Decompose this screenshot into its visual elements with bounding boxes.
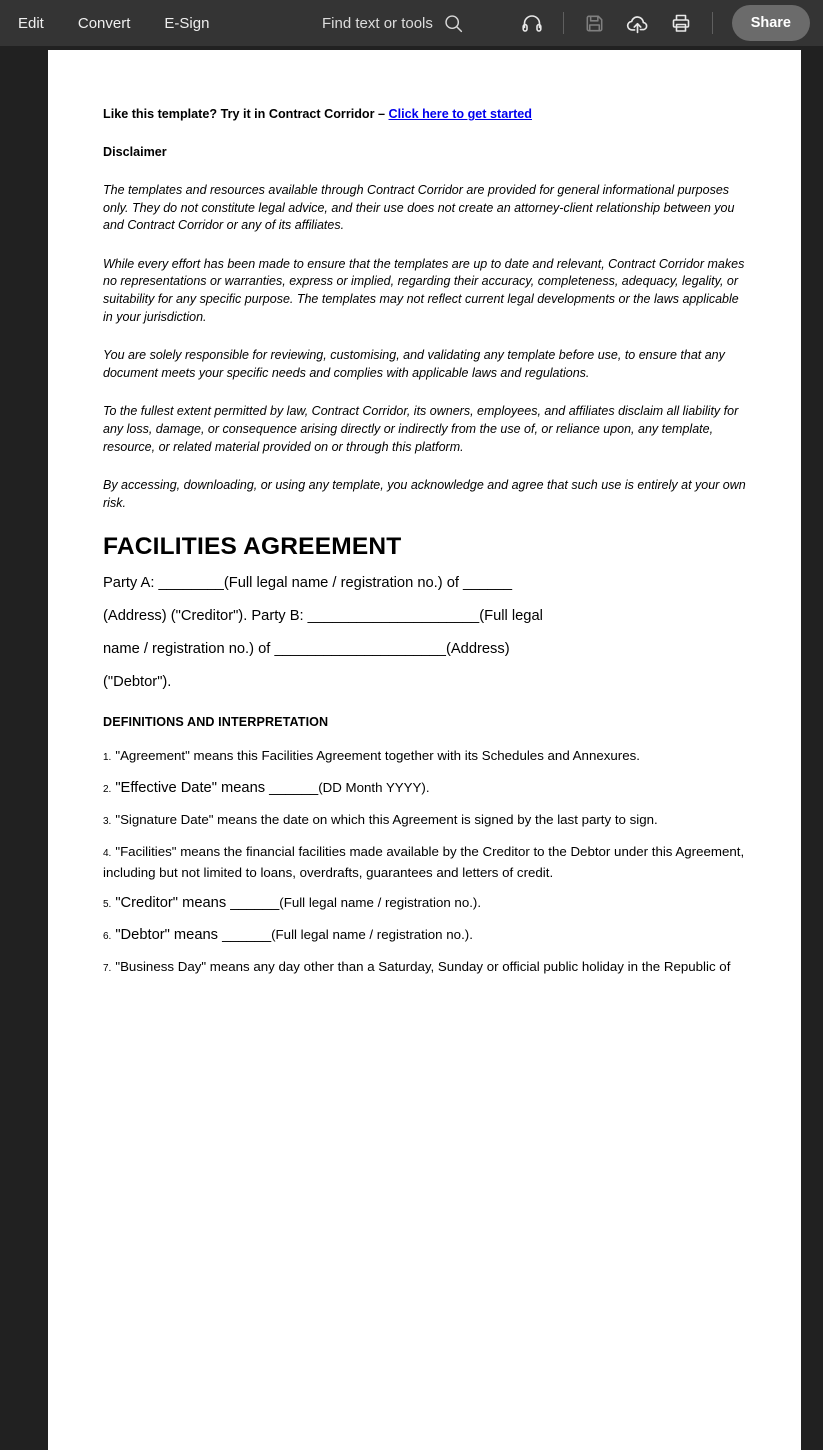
definition-number: 6. bbox=[103, 931, 115, 942]
definition-text: "Effective Date" means ______ bbox=[115, 780, 318, 796]
disclaimer-paragraph: While every effort has been made to ensure that the templates are up to date and relevant, Contract Corridor makes no representations or warranties, express or implied, regarding their accuracy, completeness, adequacy, legality, or suitability for any specific purpose. The templates may not reflect current legal developments or the laws applicable in your jurisdiction. bbox=[103, 256, 751, 326]
disclaimer-paragraph: To the fullest extent permitted by law, Contract Corridor, its owners, employees, and affiliates disclaim all liability for any loss, damage, or consequence arising directly or indirectly from the use of, or reliance upon, any template, resource, or related material provided on or through this platform. bbox=[103, 403, 751, 456]
definition-item bbox=[103, 778, 751, 799]
definition-item bbox=[103, 842, 751, 882]
party-block bbox=[103, 575, 751, 691]
pdf-page bbox=[48, 50, 801, 1450]
share-button[interactable]: Share bbox=[732, 5, 810, 41]
definition-text: "Signature Date" means the date on which this Agreement is signed by the last party to sign. bbox=[115, 812, 657, 827]
toolbar-menu-item[interactable]: Convert bbox=[78, 15, 131, 32]
print-icon[interactable] bbox=[669, 11, 693, 35]
disclaimer-paragraph: The templates and resources available through Contract Corridor are provided for general informational purposes only. They do not constitute legal advice, and their use does not create an attorney-client relationship between you and Contract Corridor or any of its affiliates. bbox=[103, 182, 751, 235]
save-icon[interactable] bbox=[583, 12, 606, 35]
toolbar-menu-item[interactable]: Edit bbox=[18, 15, 44, 32]
definitions-list bbox=[103, 746, 751, 978]
disclaimer-heading: Disclaimer bbox=[103, 145, 751, 160]
definition-item bbox=[103, 925, 751, 946]
definition-text: (Full legal name / registration no.). bbox=[279, 895, 481, 910]
toolbar-divider bbox=[563, 12, 564, 34]
definition-text: (DD Month YYYY). bbox=[318, 780, 429, 795]
template-promo-text: Like this template? Try it in Contract Corridor – bbox=[103, 107, 389, 121]
search-icon bbox=[443, 13, 464, 34]
party-line: Party A: ________(Full legal name / registration no.) of ______ bbox=[103, 575, 751, 592]
cloud-upload-icon[interactable] bbox=[625, 11, 650, 36]
document-title: FACILITIES AGREEMENT bbox=[103, 533, 751, 561]
disclaimer-paragraphs bbox=[103, 182, 751, 512]
toolbar-menu bbox=[0, 15, 209, 32]
definition-item bbox=[103, 957, 751, 978]
definition-number: 7. bbox=[103, 963, 115, 974]
toolbar-actions bbox=[520, 0, 810, 46]
toolbar-menu-item[interactable]: E-Sign bbox=[164, 15, 209, 32]
read-aloud-icon[interactable] bbox=[520, 11, 544, 35]
definition-text: (Full legal name / registration no.). bbox=[271, 927, 473, 942]
definition-number: 1. bbox=[103, 752, 115, 763]
definitions-heading: DEFINITIONS AND INTERPRETATION bbox=[103, 715, 751, 730]
toolbar bbox=[0, 0, 823, 46]
definition-item bbox=[103, 893, 751, 914]
disclaimer-paragraph: By accessing, downloading, or using any template, you acknowledge and agree that such use is entirely at your own risk. bbox=[103, 477, 751, 512]
get-started-link[interactable]: Click here to get started bbox=[389, 107, 532, 121]
definition-number: 3. bbox=[103, 816, 115, 827]
definition-number: 4. bbox=[103, 848, 115, 859]
definition-text: "Business Day" means any day other than a Saturday, Sunday or official public holiday in the Republic of bbox=[115, 959, 730, 974]
definition-text: "Facilities" means the financial facilities made available by the Creditor to the Debtor under this Agreement, including but not limited to loans, overdrafts, guarantees and letters of credit. bbox=[103, 844, 744, 880]
pdf-viewer-window bbox=[0, 0, 823, 46]
definition-text: "Debtor" means ______ bbox=[115, 927, 271, 943]
toolbar-divider bbox=[712, 12, 713, 34]
party-line: (Address) ("Creditor"). Party B: _____________________(Full legal bbox=[103, 608, 751, 625]
definition-item bbox=[103, 810, 751, 831]
definition-text: "Agreement" means this Facilities Agreement together with its Schedules and Annexures. bbox=[115, 748, 640, 763]
search-tool[interactable] bbox=[322, 0, 464, 46]
party-line: name / registration no.) of _____________________(Address) bbox=[103, 641, 751, 658]
party-line: ("Debtor"). bbox=[103, 674, 751, 691]
template-promo bbox=[103, 107, 751, 122]
search-label: Find text or tools bbox=[322, 15, 433, 32]
document-canvas bbox=[0, 46, 823, 950]
definition-text: "Creditor" means ______ bbox=[115, 895, 279, 911]
definition-number: 2. bbox=[103, 784, 115, 795]
definition-number: 5. bbox=[103, 899, 115, 910]
disclaimer-paragraph: You are solely responsible for reviewing, customising, and validating any template before use, to ensure that any document meets your specific needs and complies with applicable laws and regulations. bbox=[103, 347, 751, 382]
definition-item bbox=[103, 746, 751, 767]
